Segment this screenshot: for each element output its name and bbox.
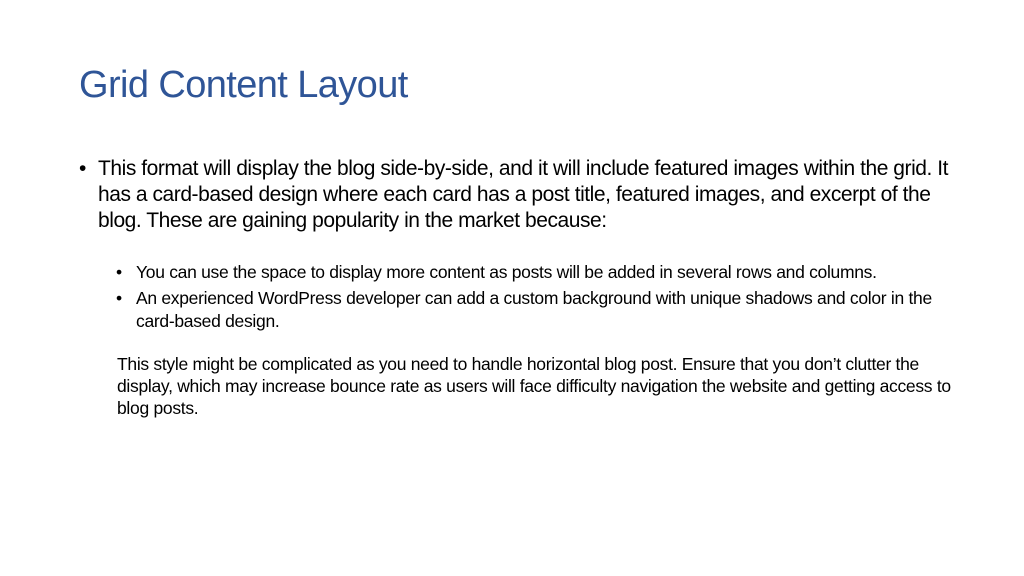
main-bullet bbox=[79, 156, 959, 234]
main-bullet-text: This format will display the blog side-by-side, and it will include featured images within the grid. It has a card-based design where each card has a post title, featured images, and excerpt of the blog. These are gaining popularity in the market because: bbox=[98, 157, 949, 232]
sub-bullet-text: An experienced WordPress developer can add a custom background with unique shadows and color in the card-based design. bbox=[136, 288, 932, 331]
sub-bullet-text: You can use the space to display more content as posts will be added in several rows and columns. bbox=[136, 262, 877, 282]
bullet-icon: • bbox=[79, 157, 86, 180]
bullet-icon: • bbox=[116, 262, 122, 282]
slide-content bbox=[79, 156, 959, 419]
slide-title: Grid Content Layout bbox=[79, 64, 408, 106]
sub-bullet-list bbox=[79, 261, 959, 333]
bullet-icon: • bbox=[116, 288, 122, 308]
closing-paragraph: This style might be complicated as you need to handle horizontal blog post. Ensure that you don’t clutter the display, which may increase bounce rate as users will face difficulty navigation the website and getting access to blog posts. bbox=[117, 354, 951, 418]
sub-bullet bbox=[79, 287, 959, 333]
sub-bullet bbox=[79, 261, 959, 284]
